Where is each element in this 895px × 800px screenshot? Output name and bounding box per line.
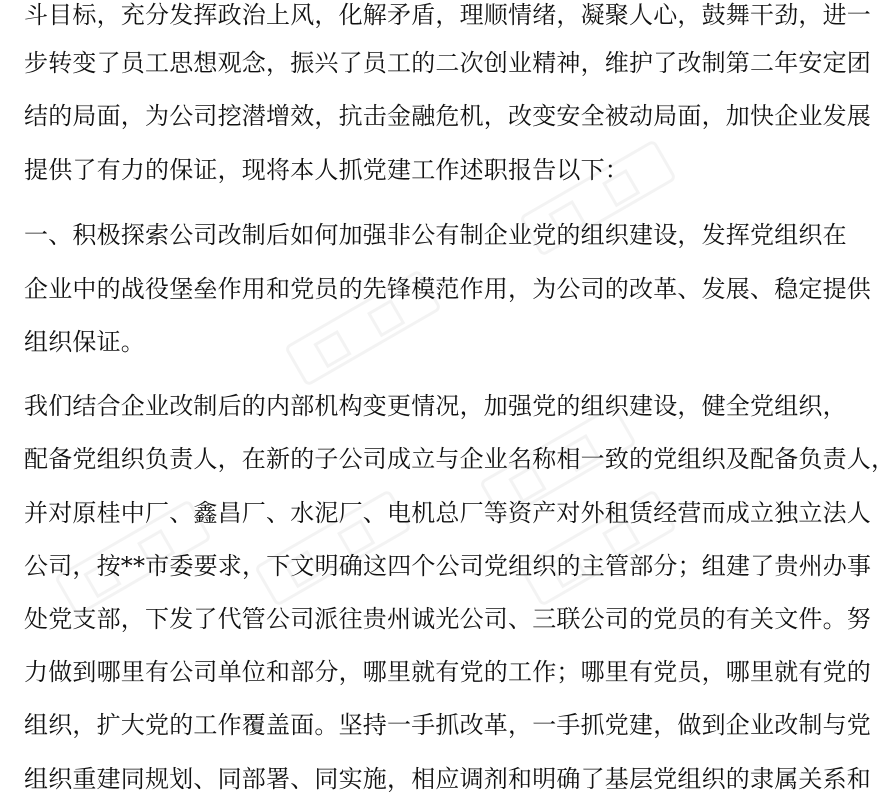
text-line: 步转变了员工思想观念，振兴了员工的二次创业精神，维护了改制第二年安定团 [24,49,871,77]
text-line: 组织重建同规划、同部署、同实施，相应调剂和明确了基层党组织的隶属关系和 [24,765,871,793]
text-line: 企业中的战役堡垒作用和党员的先锋模范作用，为公司的改革、发展、稳定提供 [24,275,871,303]
text-line: 结的局面，为公司挖潜增效，抗击金融危机，改变安全被动局面，加快企业发展 [24,102,871,130]
text-line: 并对原桂中厂、鑫昌厂、水泥厂、电机总厂等资产对外租赁经营而成立独立法人 [24,499,871,527]
text-line: 组织，扩大党的工作覆盖面。坚持一手抓改革，一手抓党建，做到企业改制与党 [24,711,871,739]
text-line: 提供了有力的保证，现将本人抓党建工作述职报告以下： [24,156,629,184]
text-line: 一、积极探索公司改制后如何加强非公有制企业党的组织建设，发挥党组织在 [24,221,847,249]
text-line: 配备党组织负责人，在新的子公司成立与企业名称相一致的党组织及配备负责人， [24,445,895,473]
text-line: 组织保证。 [24,328,145,356]
text-line: 力做到哪里有公司单位和部分，哪里就有党的工作；哪里有党员，哪里就有党的 [24,658,871,686]
text-line: 处党支部，下发了代管公司派往贵州诚光公司、三联公司的党员的有关文件。努 [24,605,871,633]
text-line: 公司，按**市委要求，下文明确这四个公司党组织的主管部分；组建了贵州办事 [24,552,872,580]
text-line: 我们结合企业改制后的内部机构变更情况，加强党的组织建设，健全党组织， [24,392,847,420]
text-line: 斗目标，充分发挥政治上风，化解矛盾，理顺情绪，凝聚人心，鼓舞干劲，进一 [24,1,871,29]
